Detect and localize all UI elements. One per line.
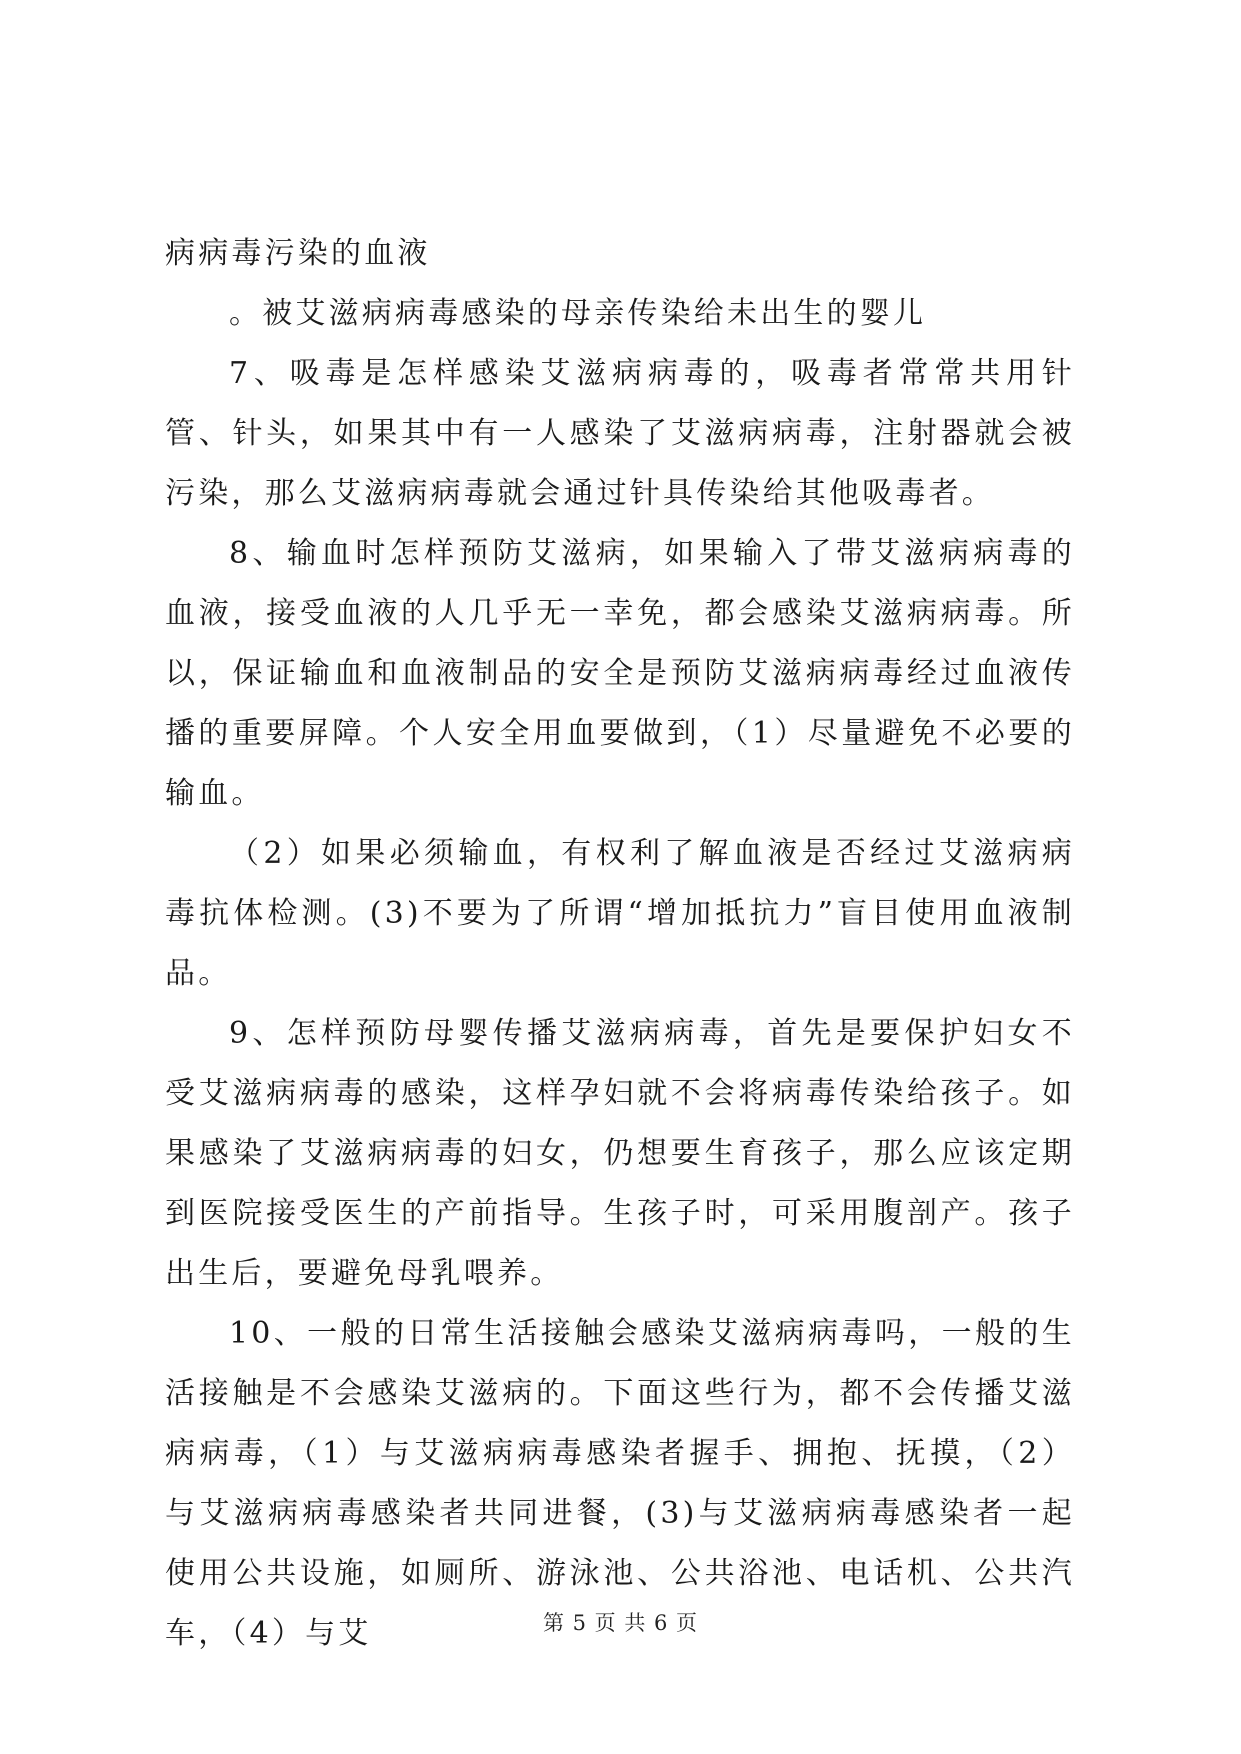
paragraph-mother-to-infant: 。被艾滋病病毒感染的母亲传染给未出生的婴儿 [229,296,927,331]
paragraph-7-drug-use: 7、吸毒是怎样感染艾滋病病毒的，吸毒者常常共用针管、针头，如果其中有一人感染了艾滋病病毒，注射器就会被污染，那么艾滋病病毒就会通过针具传染给其他吸毒者。 [165,356,1075,511]
paragraph-8-transfusion: 8、输血时怎样预防艾滋病，如果输入了带艾滋病病毒的血液，接受血液的人几乎无一幸免，都会感染艾滋病病毒。所以，保证输血和血液制品的安全是预防艾滋病病毒经过血液传播的重要屏障。个人安全用血要做到，（1）尽量避免不必要的输血。 [165,536,1075,811]
document-body [165,224,1075,1664]
paragraph-9-mother-infant: 9、怎样预防母婴传播艾滋病病毒，首先是要保护妇女不受艾滋病病毒的感染，这样孕妇就不会将病毒传染给孩子。如果感染了艾滋病病毒的妇女，仍想要生育孩子，那么应该定期到医院接受医生的产前指导。生孩子时，可采用腹剖产。孩子出生后，要避免母乳喂养。 [165,1016,1075,1291]
paragraph-10-daily-contact: 10、一般的日常生活接触会感染艾滋病病毒吗，一般的生活接触是不会感染艾滋病的。下面这些行为，都不会传播艾滋病病毒，（1）与艾滋病病毒感染者握手、拥抱、抚摸，（2）与艾滋病病毒感染者共同进餐，(3)与艾滋病病毒感染者一起使用公共设施，如厕所、游泳池、公共浴池、电话机、公共汽车，（4）与艾 [165,1316,1075,1651]
page-number-footer: 第 5 页 共 6 页 [542,1611,699,1635]
paragraph-continuation: 病病毒污染的血液 [165,236,431,271]
paragraph-8-continued: （2）如果必须输血，有权利了解血液是否经过艾滋病病毒抗体检测。(3)不要为了所谓“增加抵抗力”盲目使用血液制品。 [165,836,1075,991]
